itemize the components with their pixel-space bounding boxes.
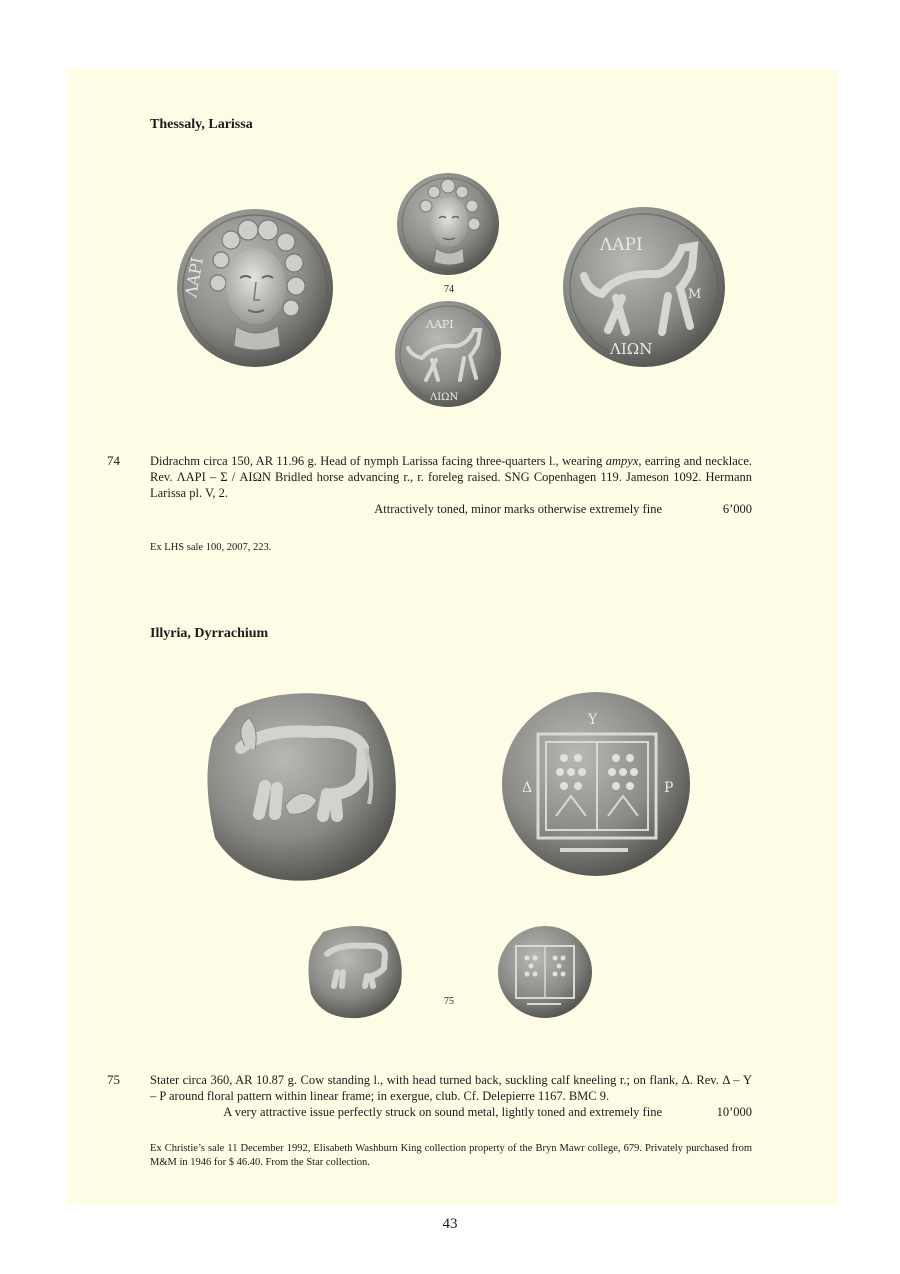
lot-75-number: 75 <box>107 1072 120 1087</box>
lot-74-grade-line <box>150 501 752 517</box>
lot-74-reverse-large-coin <box>562 206 726 368</box>
lot-74-reverse-legend-right: Μ <box>688 287 702 302</box>
lot-75-reverse-legend-right: Ρ <box>664 780 674 796</box>
lot-75-provenance: Ex Christie’s sale 11 December 1992, Elisabeth Washburn King collection property of the Bryn Mawr college, 679. Privately purchased from M&M in 1946 for $ 46.40. From the Star collection. <box>150 1143 752 1168</box>
lot-75-heading: Illyria, Dyrrachium <box>150 626 269 641</box>
lot-74-obverse-large-coin <box>176 208 334 368</box>
lot-74-heading: Thessaly, Larissa <box>150 117 253 132</box>
lot-74-obverse-small-coin <box>396 172 500 276</box>
lot-74-plate-label: 74 <box>444 284 454 295</box>
lot-74-reverse-small-legend-bottom: ΛΙΩΝ <box>430 392 459 403</box>
lot-74-description-italic: ampyx <box>605 454 639 468</box>
lot-75-description-text: Stater circa 360, AR 10.87 g. Cow standing l., with head turned back, suckling calf kneeling r.; on flank, Δ. Rev. Δ – Y – P around floral pattern within linear frame; in exergue, club. Cf. Delepierre 1167. BMC 9. <box>150 1073 752 1103</box>
lot-74-description <box>150 453 752 517</box>
lot-74-reverse-small-coin <box>394 300 502 408</box>
lot-74-reverse-small-legend-top: ΛΑΡΙ <box>426 318 454 331</box>
page-number: 43 <box>442 1216 458 1232</box>
lot-75-obverse-small-coin <box>307 922 403 1020</box>
lot-74-obverse-legend: ΛΑΡΙ <box>181 255 207 299</box>
lot-74-provenance: Ex LHS sale 100, 2007, 223. <box>150 542 272 553</box>
lot-74-description-text: Didrachm circa 150, AR 11.96 g. Head of nymph Larissa facing three-quarters l., wearing <box>150 454 606 468</box>
lot-75-grade-line <box>150 1104 752 1120</box>
lot-75-price: 10’000 <box>716 1105 752 1119</box>
lot-75-reverse-small-coin <box>497 924 593 1020</box>
lot-74-grade: Attractively toned, minor marks otherwise extremely fine <box>374 502 662 516</box>
lot-75-description <box>150 1072 752 1120</box>
lot-75-grade: A very attractive issue perfectly struck on sound metal, lightly toned and extremely fine <box>223 1105 662 1119</box>
lot-75-reverse-legend-left: Δ <box>522 780 533 796</box>
lot-74-description-rest: , earring and necklace. Rev. ΛAPI – Σ / AIΩN Bridled horse advancing r., r. foreleg raised. SNG Copenhagen 119. Jameson 1092. Hermann Larissa pl. V, 2. <box>150 454 752 500</box>
lot-74-number: 74 <box>107 453 120 468</box>
lot-75-reverse-large-coin <box>500 688 692 880</box>
lot-74-price: 6’000 <box>722 502 752 516</box>
lot-75-plate-label: 75 <box>444 996 454 1007</box>
lot-75-obverse-large-coin <box>205 688 399 884</box>
lot-74-reverse-legend-top: ΛΑΡΙ <box>600 235 643 255</box>
lot-75-reverse-legend-top: Υ <box>588 712 598 728</box>
lot-74-reverse-legend-bottom: ΛΙΩΝ <box>610 340 653 358</box>
